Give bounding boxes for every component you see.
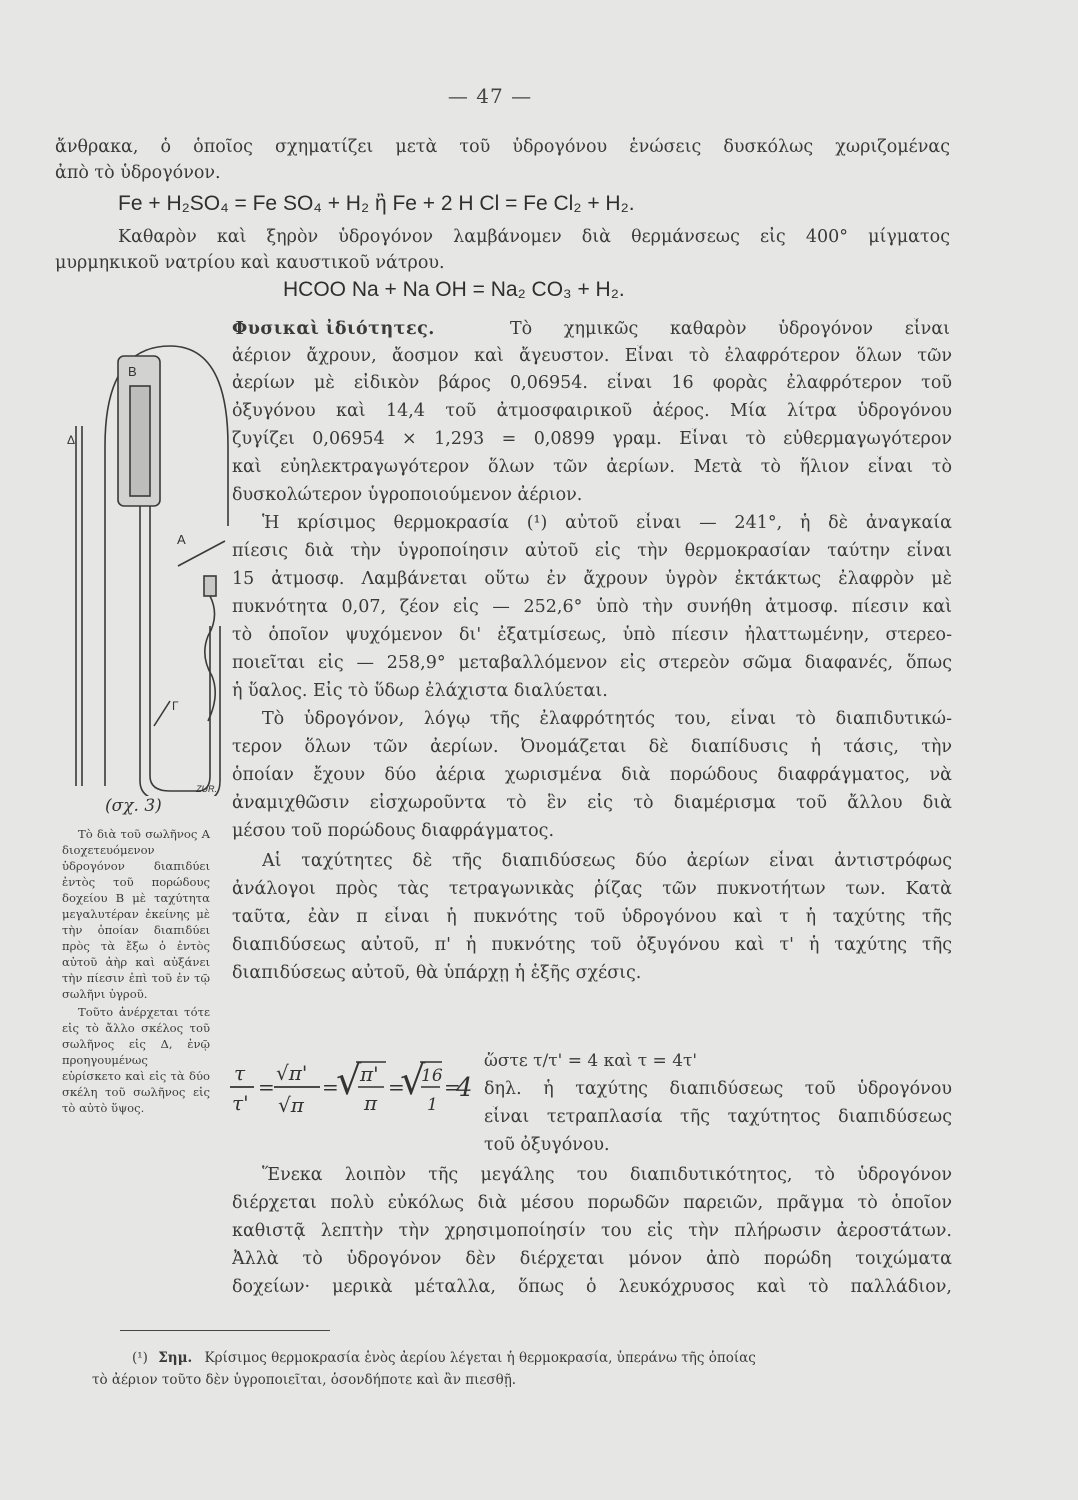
text-line: δυσκολώτερον ὑγροποιούμενον ἀέριον. [232, 485, 583, 505]
figure-label-b: B [128, 364, 137, 379]
text-line: διαπιδύσεως αὐτοῦ, π' ἡ πυκνότης τοῦ ὀξυγόνου καὶ τ' ἡ ταχύτης τῆς [232, 935, 952, 955]
page-number: — 47 — [447, 84, 533, 108]
text-line: ἡ ὕαλος. Εἰς τὸ ὕδωρ ἐλάχιστα διαλύεται. [232, 681, 608, 701]
svg-text:=: = [258, 1075, 275, 1099]
text-line: δηλ. ἡ ταχύτης διαπιδύσεως τοῦ ὑδρογόνου [484, 1079, 952, 1099]
svg-text:=: = [322, 1075, 339, 1099]
figure-description-para: Τοῦτο ἀνέρχεται τότε εἰς τὸ ἄλλο σκέλος τοῦ σωλῆνος εἰς Δ, ἐνῷ προηγουμένως εὑρίσκετο καὶ εἰς τὰ δύο σκέλη τοῦ σωλῆνος εἰς τὸ αὐτὸ ὕψος. [62, 1005, 210, 1115]
figure-label-gamma: Γ [172, 699, 179, 713]
text-line: ἀέριον ἄχρουν, ἄοσμον καὶ ἄγευστον. Εἶναι τὸ ἐλαφρότερον ὅλων τῶν [232, 346, 952, 366]
text-line: 15 ἀτμοσφ. Λαμβάνεται οὕτω ἐν ἄχρουν ὑγρὸν ἐκτάκτως ἐλαφρὸν μὲ [232, 569, 952, 589]
text-line: καὶ εὐηλεκτραγωγότερον ὅλων τῶν ἀερίων. Μετὰ τὸ ἥλιον εἶναι τὸ [232, 457, 952, 477]
text-line: Τὸ ὑδρογόνον, λόγῳ τῆς ἐλαφρότητός του, εἶναι τὸ διαπιδυτικώ- [262, 709, 952, 729]
text-line: διέρχεται πολὺ εὐκόλως διὰ μέσου πορωδῶν παρειῶν, πρᾶγμα τὸ ὁποῖον [232, 1193, 952, 1213]
formula-result: 4 [456, 1073, 473, 1103]
formula-frac-den: π [364, 1091, 378, 1115]
formula-sqrt-pi-prime: √π' [276, 1061, 308, 1085]
text-line: Καθαρὸν καὶ ξηρὸν ὑδρογόνον λαμβάνομεν διὰ θερμάνσεως εἰς 400° μίγματος [118, 227, 950, 247]
text-line: ποιεῖται εἰς — 258,9° μεταβαλλόμενον εἰς στερεὸν σῶμα διαφανές, ὅπως [232, 653, 952, 673]
formula-sqrt-pi: √π [278, 1093, 304, 1117]
formula-num-1: 1 [427, 1095, 438, 1115]
diffusion-apparatus-figure [60, 326, 230, 796]
footnote-text: Κρίσιμος θερμοκρασία ἑνὸς ἀερίου λέγεται ἡ θερμοκρασία, ὑπεράνω τῆς ὁποίας [204, 1350, 756, 1366]
figure-description-para: Τὸ διὰ τοῦ σωλῆνος Α διοχετευόμενον ὑδρογόνον διαπιδύει ἐντὸς τοῦ πορώδους δοχείου Β μὲ ταχύτητα μεγαλυτέραν ἐκείνης μὲ τὴν ὁποίαν διαπιδύει πρὸς τὰ ἔξω ὁ ἐντὸς αὐτοῦ ἀὴρ καὶ αὐξάνει τὴν πίεσιν ἐπὶ τοῦ ἐν τῷ σωλῆνι ὑγροῦ. [62, 827, 210, 1001]
svg-text:=: = [444, 1075, 461, 1099]
text-line: τοῦ ὀξυγόνου. [484, 1135, 610, 1155]
text-line: εἶναι τετραπλασία τῆς ταχύτητος διαπιδύσεως [484, 1107, 952, 1127]
figure-maker-mark: ZUR.. [196, 784, 220, 794]
footnote-mark: (¹) [132, 1350, 148, 1366]
section-heading: Φυσικαὶ ἰδιότητες. [232, 319, 435, 339]
text-line: Ἡ κρίσιμος θερμοκρασία (¹) αὐτοῦ εἶναι — 241°, ἡ δὲ ἀναγκαία [262, 513, 952, 533]
footnote-label: Σημ. [158, 1350, 193, 1366]
text-line: μυρμηκικοῦ νατρίου καὶ καυστικοῦ νάτρου. [55, 253, 445, 273]
text-line: καθιστᾷ λεπτὴν τὴν χρησιμοποίησίν του εἰς τὴν πλήρωσιν ἀεροστάτων. [232, 1221, 952, 1241]
text-line: τὸ ὁποῖον ψυχόμενον δι' ἐξατμίσεως, ὑπὸ πίεσιν ἠλαττωμένην, στερεο- [232, 625, 952, 645]
footnote-line [132, 1350, 756, 1366]
figure-label-a: A [177, 532, 186, 547]
text-line: ὁποίαν ἔχουν δύο ἀέρια χωρισμένα διὰ πορώδους διαφράγματος, νὰ [232, 765, 952, 785]
text-line: Τὸ χημικῶς καθαρὸν ὑδρογόνον εἶναι [510, 319, 950, 339]
footnote-divider [120, 1330, 330, 1331]
svg-text:√: √ [400, 1058, 426, 1104]
text-line: Ἕνεκα λοιπὸν τῆς μεγάλης του διαπιδυτικότητος, τὸ ὑδρογόνον [262, 1165, 952, 1185]
figure-caption: (σχ. 3) [105, 796, 162, 816]
text-line: Ἀλλὰ τὸ ὑδρογόνον δὲν διέρχεται μόνον ἀπὸ πορώδη τοιχώματα [232, 1249, 952, 1269]
equation-iron-reaction: Fe + H₂SO₄ = Fe SO₄ + H₂ ἢ Fe + 2 H Cl = Fe Cl₂ + H₂. [118, 192, 635, 215]
equation-formate: HCOO Na + Na OH = Na₂ CO₃ + H₂. [283, 278, 625, 301]
formula-num-16: 16 [421, 1066, 443, 1086]
svg-text:√: √ [336, 1058, 362, 1104]
text-line: δοχείων· μερικὰ μέταλλα, ὅπως ὁ λευκόχρυσος καὶ τὸ παλλάδιον, [232, 1277, 952, 1297]
text-line: ὀξυγόνου καὶ 14,4 τοῦ ἀτμοσφαιρικοῦ ἀέρος. Μία λίτρα ὑδρογόνου [232, 401, 952, 421]
formula-ratio: ὥστε τ/τ' = 4 καὶ τ = 4τ' [484, 1051, 698, 1071]
text-line: τερον ὅλων τῶν ἀερίων. Ὀνομάζεται δὲ διαπίδυσις ἡ τάσις, τὴν [232, 737, 952, 757]
text-line: ἀνάλογοι πρὸς τὰς τετραγωνικὰς ῥίζας τῶν πυκνοτήτων των. Κατὰ [232, 879, 952, 899]
formula-frac-num: π' [360, 1062, 379, 1086]
formula-graphic [228, 1054, 473, 1124]
text-line: ἀερίων μὲ εἰδικὸν βάρος 0,06954. εἶναι 16 φορὰς ἐλαφρότερον τοῦ [232, 373, 952, 393]
footnote-line: τὸ ἀέριον τοῦτο δὲν ὑγροποιεῖται, ὁσονδήποτε καὶ ἂν πιεσθῇ. [92, 1372, 517, 1388]
figure-description [62, 826, 210, 1118]
text-line: ταῦτα, ἐὰν π εἶναι ἡ πυκνότης τοῦ ὑδρογόνου καὶ τ ἡ ταχύτης τῆς [232, 907, 952, 927]
text-line: ζυγίζει 0,06954 × 1,293 = 0,0899 γραμ. Εἶναι τὸ εὐθερμαγωγότερον [232, 429, 952, 449]
text-line: ἀπὸ τὸ ὑδρογόνον. [55, 163, 221, 183]
formula-tau: τ [234, 1061, 246, 1085]
text-line: ἄνθρακα, ὁ ὁποῖος σχηματίζει μετὰ τοῦ ὑδρογόνου ἑνώσεις δυσκόλως χωριζομένας [55, 137, 950, 157]
text-line: ἀναμιχθῶσιν εἰσχωροῦντα τὸ ἓν εἰς τὸ διαμέρισμα τοῦ ἄλλου διὰ [232, 793, 952, 813]
formula-tau-prime: τ' [232, 1091, 249, 1115]
figure-label-delta: Δ [67, 433, 76, 447]
text-line: πυκνότητα 0,07, ζέον εἰς — 252,6° ὑπὸ τὴν συνήθη ἀτμοσφ. πίεσιν καὶ [232, 597, 952, 617]
svg-text:=: = [388, 1075, 405, 1099]
text-line: πίεσις διὰ τὴν ὑγροποίησιν αὐτοῦ εἰς τὴν θερμοκρασίαν ταύτην εἶναι [232, 541, 952, 561]
text-line: διαπιδύσεως αὐτοῦ, θὰ ὑπάρχῃ ἡ ἑξῆς σχέσις. [232, 963, 642, 983]
text-line: Αἱ ταχύτητες δὲ τῆς διαπιδύσεως δύο ἀερίων εἶναι ἀντιστρόφως [262, 851, 952, 871]
diffusion-formula [228, 1054, 473, 1128]
text-line: μέσου τοῦ πορώδους διαφράγματος. [232, 821, 555, 841]
